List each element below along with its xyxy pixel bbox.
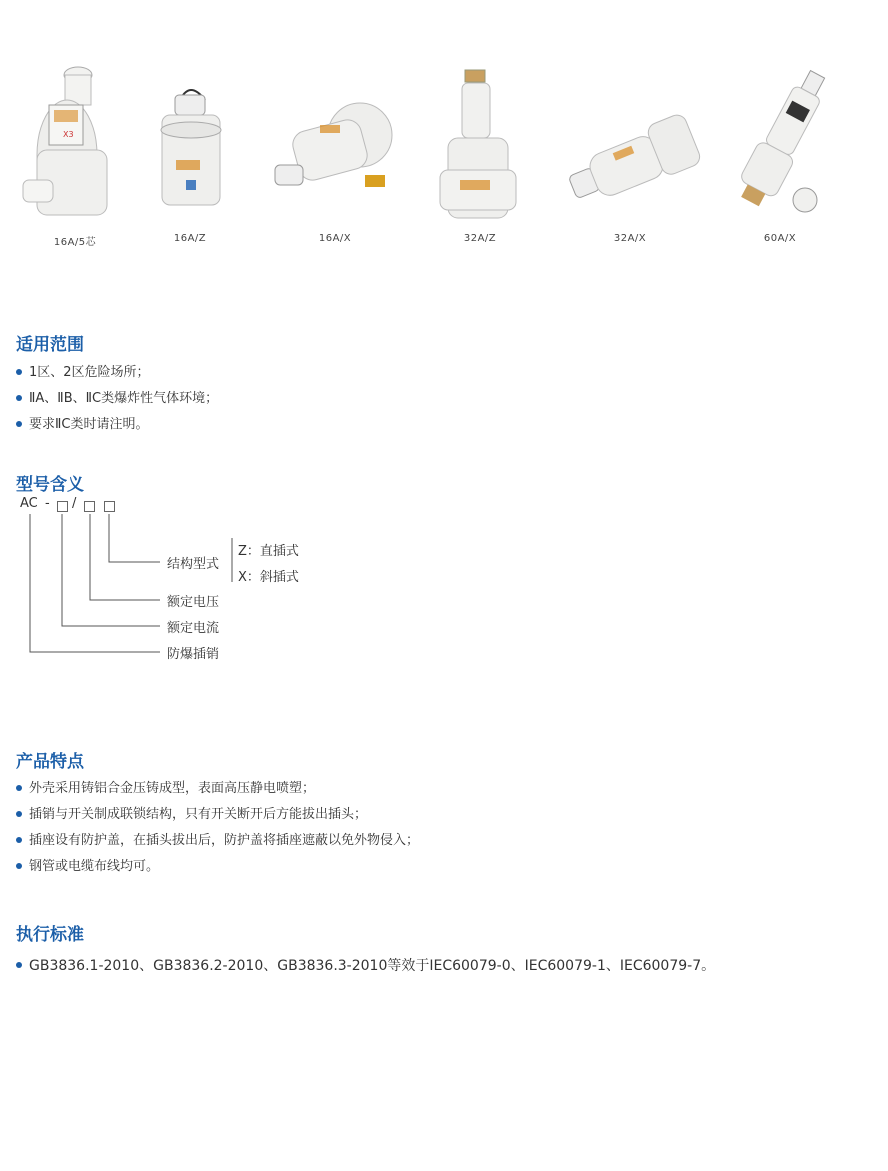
structure-label: 结构型式 [167, 557, 220, 572]
current-label: 额定电流 [167, 621, 220, 636]
model-prefix: AC [20, 496, 38, 511]
product-caption: 16A/5芯 [53, 237, 97, 248]
plug-label: 防爆插销 [167, 647, 220, 662]
product-caption: 16A/X [318, 233, 352, 244]
bullet-icon [16, 369, 22, 375]
feature-item: 插座设有防护盖，在插头拔出后，防护盖将插座遮蔽以免外物侵入； [16, 829, 419, 848]
model-diagram [0, 490, 400, 670]
model-slash: / [72, 496, 77, 511]
bullet-icon [16, 837, 22, 843]
x-type-label: X：斜插式 [238, 570, 299, 585]
feature-item: 钢管或电缆布线均可。 [16, 855, 159, 874]
voltage-label: 额定电压 [167, 595, 220, 610]
product-16a-z [120, 55, 260, 255]
model-title: 型号含义 [16, 475, 84, 495]
standard-title: 执行标准 [16, 925, 84, 945]
straight-plug-image [120, 55, 260, 230]
bullet-icon [16, 395, 22, 401]
bullet-icon [16, 785, 22, 791]
angled-plug-cap-image [710, 55, 850, 230]
svg-text:X3: X3 [63, 130, 74, 139]
features-title: 产品特点 [16, 752, 84, 772]
product-60a-x [710, 55, 850, 255]
bullet-icon [16, 962, 22, 968]
product-caption: 60A/X [763, 233, 797, 244]
scope-item: 要求ⅡC类时请注明。 [16, 413, 148, 432]
product-caption: 16A/Z [173, 233, 207, 244]
bullet-icon [16, 811, 22, 817]
product-32a-x [560, 55, 700, 255]
model-dash: - [45, 496, 50, 511]
product-gallery [0, 55, 888, 255]
feature-item: 外壳采用铸铝合金压铸成型，表面高压静电喷塑； [16, 777, 315, 796]
product-16a-x [265, 55, 405, 255]
feature-item: 插销与开关制成联锁结构，只有开关断开后方能拔出插头； [16, 803, 367, 822]
straight-plug-image [410, 55, 550, 230]
product-32a-z [410, 55, 550, 255]
scope-item: ⅡA、ⅡB、ⅡC类爆炸性气体环境； [16, 387, 218, 406]
standard-item: GB3836.1-2010、GB3836.2-2010、GB3836.3-2010等效于IEC60079-0、IEC60079-1、IEC60079-7。 [16, 955, 715, 975]
product-caption: 32A/Z [463, 233, 497, 244]
horizontal-plug-image [265, 55, 405, 230]
scope-item: 1区、2区危险场所； [16, 361, 150, 380]
bullet-icon [16, 863, 22, 869]
z-type-label: Z：直插式 [238, 544, 299, 559]
product-caption: 32A/X [613, 233, 647, 244]
scope-title: 适用范围 [16, 335, 84, 355]
angled-plug-image [560, 55, 710, 230]
bullet-icon [16, 421, 22, 427]
